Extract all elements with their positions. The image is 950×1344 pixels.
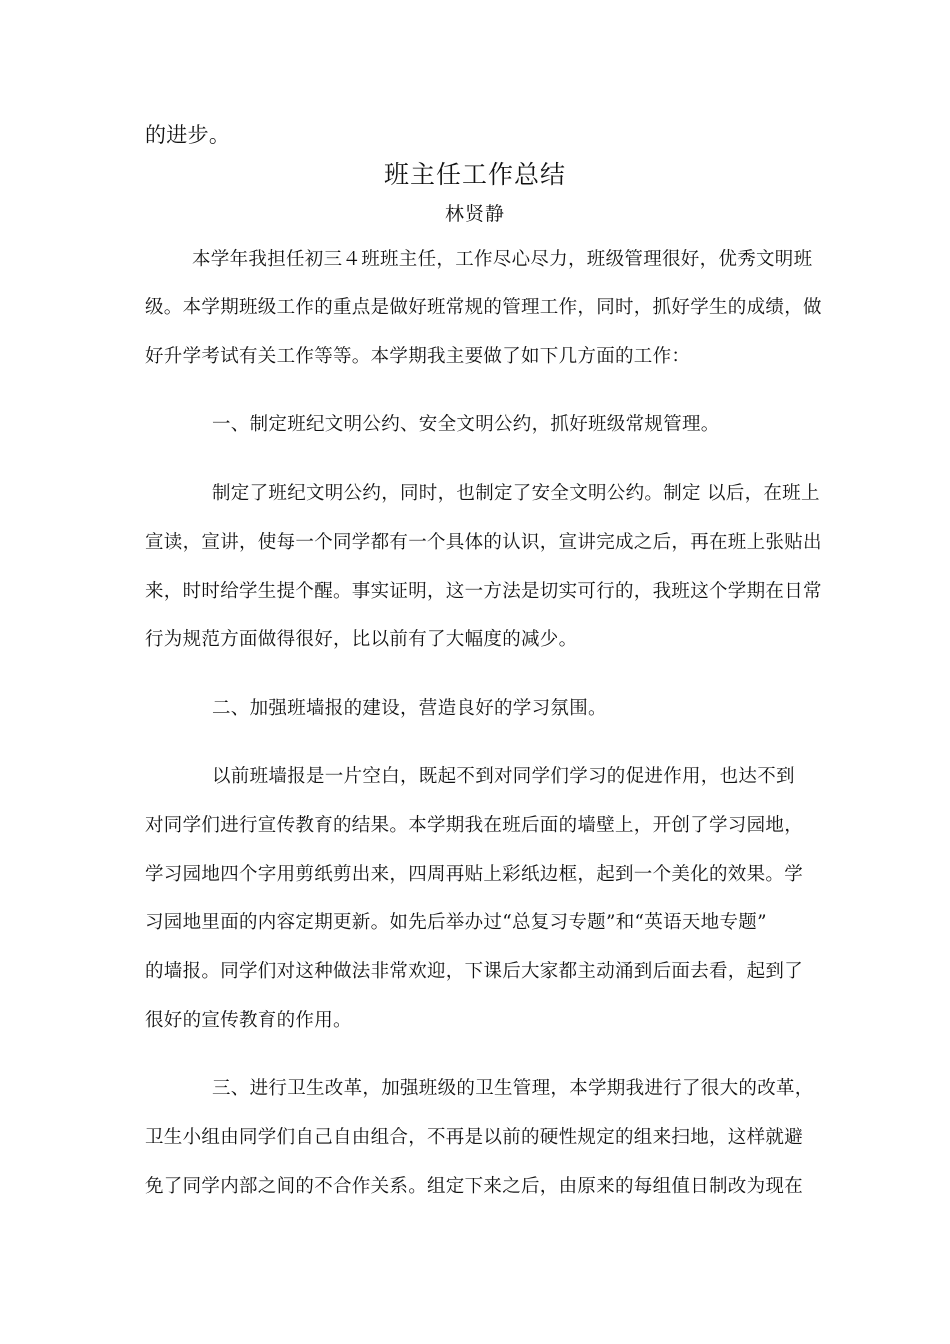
paragraph-line: 制定了班纪文明公约，同时，也制定了安全文明公约。制定 以后，在班上 [212, 483, 820, 504]
section-heading: 一、制定班纪文明公约、安全文明公约，抓好班级常规管理。 [212, 414, 720, 435]
paragraph-line: 学习园地四个字用剪纸剪出来，四周再贴上彩纸边框，起到一个美化的效果。学 [145, 864, 804, 885]
section-heading: 三、进行卫生改革，加强班级的卫生管理，本学期我进行了很大的改革， [212, 1078, 814, 1099]
paragraph-line: 行为规范方面做得很好，比以前有了大幅度的减少。 [145, 629, 578, 650]
paragraph-line: 宣读，宣讲，使每一个同学都有一个具体的认识，宣讲完成之后，再在班上张贴出 [145, 532, 822, 553]
document-title: 班主任工作总结 [383, 160, 566, 189]
section-heading: 二、加强班墙报的建设，营造良好的学习氛围。 [212, 698, 607, 719]
paragraph-line: 来，时时给学生提个醒。事实证明，这一方法是切实可行的，我班这个学期在日常 [145, 581, 822, 602]
document-author: 林贤静 [444, 203, 505, 225]
paragraph-line: 以前班墙报是一片空白，既起不到对同学们学习的促进作用，也达不到 [212, 766, 795, 787]
paragraph-line: 级。本学期班级工作的重点是做好班常规的管理工作，同时，抓好学生的成绩，做 [145, 297, 822, 318]
paragraph-line: 很好的宣传教育的作用。 [145, 1010, 352, 1031]
paragraph-line: 对同学们进行宣传教育的结果。本学期我在班后面的墙壁上，开创了学习园地， [145, 815, 804, 836]
paragraph-line: 卫生小组由同学们自己自由组合，不再是以前的硬性规定的组来扫地，这样就避 [145, 1127, 804, 1148]
continuation-text: 的进步。 [145, 123, 231, 147]
paragraph-line: 免了同学内部之间的不合作关系。组定下来之后，由原来的每组值日制改为现在 [145, 1176, 804, 1197]
paragraph-line: 好升学考试有关工作等等。本学期我主要做了如下几方面的工作： [145, 346, 691, 367]
paragraph-line: 的墙报。同学们对这种做法非常欢迎，下课后大家都主动涌到后面去看，起到了 [145, 961, 804, 982]
paragraph-line: 习园地里面的内容定期更新。如先后举办过“总复习专题”和“英语天地专题” [145, 912, 767, 933]
paragraph-line: 本学年我担任初三４班班主任，工作尽心尽力，班级管理很好，优秀文明班 [192, 249, 813, 270]
